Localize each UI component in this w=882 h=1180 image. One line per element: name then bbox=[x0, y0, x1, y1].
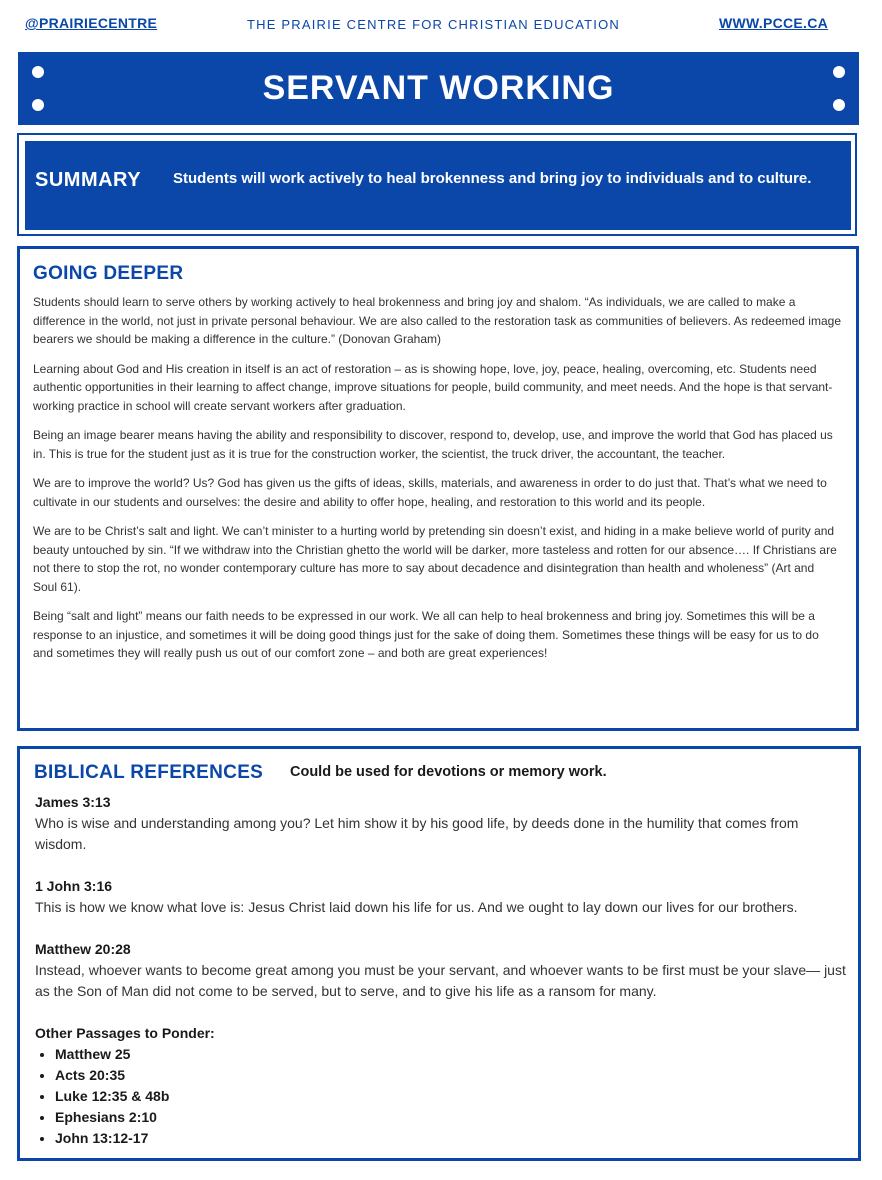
reference-item bbox=[35, 876, 850, 918]
biblical-references-section bbox=[17, 746, 861, 1161]
going-deeper-section bbox=[17, 246, 859, 731]
summary-section bbox=[17, 133, 857, 236]
title-banner bbox=[18, 52, 859, 125]
list-item: • Matthew 25 bbox=[55, 1044, 850, 1065]
paragraph: Students should learn to serve others by working actively to heal brokenness and bring joy and shalom. “As individuals, we are called to make a difference in the world, not just in private personal behaviour. We are also called to the restoration task as communities of believers. As redeemed image bearers we should be making a difference in the culture.” (Donovan Graham) bbox=[33, 295, 841, 346]
page-header bbox=[0, 0, 882, 48]
list-item: • John 13:12-17 bbox=[55, 1128, 850, 1149]
reference-item bbox=[35, 792, 850, 855]
biblical-references-subheading: Could be used for devotions or memory work. bbox=[290, 764, 607, 780]
social-handle-link[interactable]: @PRAIRIECENTRE bbox=[25, 15, 158, 31]
list-item: • Ephesians 2:10 bbox=[55, 1107, 850, 1128]
reference-text: Who is wise and understanding among you? Let him show it by his good life, by deeds done in the humility that comes from wisdom. bbox=[35, 815, 799, 852]
organization-name: THE PRAIRIE CENTRE FOR CHRISTIAN EDUCATION bbox=[247, 17, 621, 32]
going-deeper-body bbox=[33, 293, 841, 674]
paragraph: Learning about God and His creation in itself is an act of restoration – as is showing hope, love, joy, peace, healing, overcoming, etc. Students need authentic opportunities in their learning to affect change, improve situations for people, build community, and meet needs. And the hope is that servant-working practice in school will create servant workers after graduation. bbox=[33, 361, 833, 413]
website-link[interactable]: WWW.PCCE.CA bbox=[719, 15, 829, 31]
reference-text: Instead, whoever wants to become great among you must be your servant, and whoever wants to be first must be your slave— just as the Son of Man did not come to be served, but to serve, and to give his life as a ransom for many. bbox=[35, 962, 846, 999]
other-passages-title: Other Passages to Ponder: bbox=[35, 1025, 215, 1041]
reference-title: 1 John 3:16 bbox=[35, 878, 113, 894]
paragraph: Being “salt and light” means our faith needs to be expressed in our work. We all can help to heal brokenness and bring joy. Sometimes this will be a response to an injustice, and sometimes it will be doing good things just for the sake of doing them. Sometimes these things will be easy for us to do and sometimes they will really push us out of our comfort zone – and both are great experiences! bbox=[33, 609, 819, 660]
references-list bbox=[35, 792, 850, 1149]
summary-panel bbox=[25, 141, 851, 230]
biblical-references-heading: BIBLICAL REFERENCES bbox=[34, 762, 264, 783]
summary-text: Students will work actively to heal brokenness and bring joy to individuals and to culture. bbox=[173, 170, 812, 187]
paragraph: We are to improve the world? Us? God has given us the gifts of ideas, skills, materials, and awareness in order to do just that. That’s what we need to cultivate in our students and ourselves: the desire and ability to offer hope, healing, and restoration to this world and its people. bbox=[33, 476, 827, 509]
reference-title: Matthew 20:28 bbox=[35, 941, 131, 957]
going-deeper-heading: GOING DEEPER bbox=[33, 263, 184, 284]
reference-title: James 3:13 bbox=[35, 794, 111, 810]
list-item: • Acts 20:35 bbox=[55, 1065, 850, 1086]
paragraph: Being an image bearer means having the ability and responsibility to discover, respond to, develop, use, and improve the world that God has placed us in. This is true for the student just as it is true for the construction worker, the scientist, the truck driver, the accountant, the teacher. bbox=[33, 428, 833, 461]
paragraph: We are to be Christ’s salt and light. We can’t minister to a hurting world by pretending sin doesn’t exist, and hiding in a make believe world of purity and beauty untouched by sin. “If we withdraw into the Christian ghetto the world will be darker, more tasteless and rotten for our absence…. If Christians are not there to stop the rot, no wonder contemporary culture has more to say about decadence and disintegration than health and wholeness” (Art and Soul 61). bbox=[33, 524, 837, 594]
page-title: SERVANT WORKING bbox=[262, 69, 615, 107]
summary-label: SUMMARY bbox=[35, 169, 142, 191]
reference-text: This is how we know what love is: Jesus Christ laid down his life for us. And we ought to lay down our lives for our brothers. bbox=[35, 899, 798, 915]
reference-item bbox=[35, 939, 850, 1002]
list-item: • Luke 12:35 & 48b bbox=[55, 1086, 850, 1107]
other-passages-list bbox=[35, 1044, 850, 1149]
